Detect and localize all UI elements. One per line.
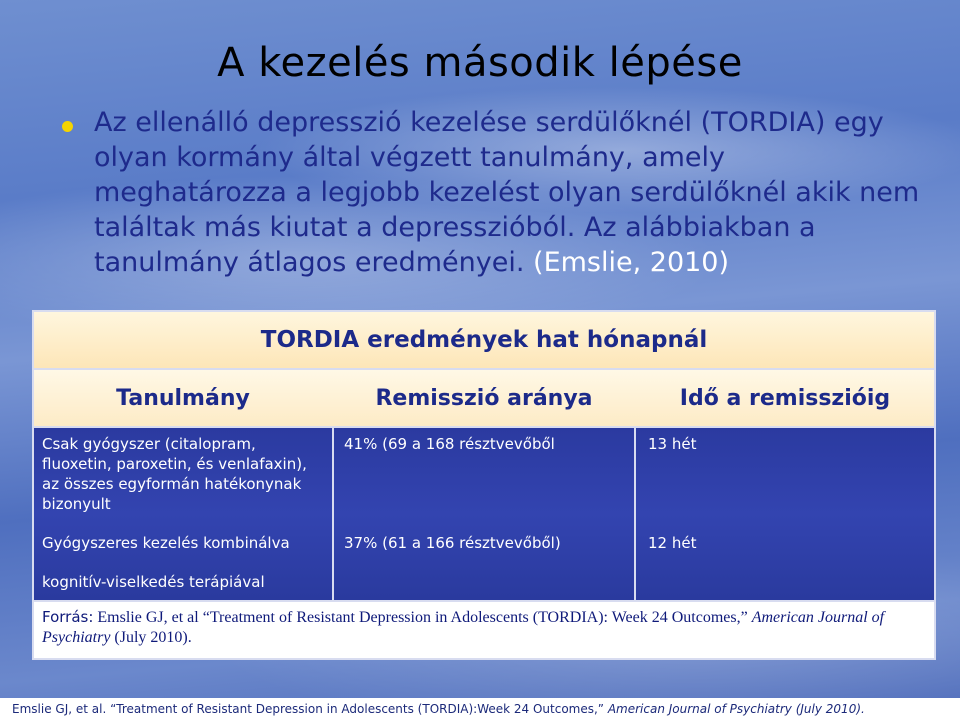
- footer-text: Emslie GJ, et al. “Treatment of Resistant Depression in Adolescents (TORDIA):Week 24 Outcomes,”: [12, 702, 605, 716]
- row-2-study-line-2: kognitív-viselkedés terápiával: [42, 573, 265, 591]
- bullet-citation: (Emslie, 2010): [533, 247, 730, 278]
- slide-title: A kezelés második lépése: [217, 40, 743, 86]
- row-1-time: 13 hét: [648, 435, 697, 453]
- column-header-remission: Remisszió aránya: [375, 385, 593, 411]
- source-text: Emslie GJ, et al “Treatment of Resistant Depression in Adolescents (TORDIA): Week 24 Outcomes,”: [97, 609, 748, 626]
- results-table: [32, 310, 936, 660]
- table-source: [34, 600, 934, 658]
- row-1-remission: 41% (69 a 168 résztvevőből: [344, 435, 555, 453]
- bullet-dot-icon: [62, 121, 73, 132]
- table-title: TORDIA eredmények hat hónapnál: [34, 312, 934, 370]
- source-label: Forrás:: [42, 608, 94, 626]
- row-2-time: 12 hét: [648, 534, 697, 552]
- bullet-body: Az ellenálló depresszió kezelése serdülőknél (TORDIA) egy olyan kormány által végzett tanulmány, amely meghatározza a legjobb kezelést olyan serdülőknél akik nem találtak más kiutat a depresszióból. Az alábbiakban a tanulmány átlagos eredményei.: [94, 107, 920, 278]
- column-divider: [332, 428, 334, 600]
- footer-journal: American Journal of Psychiatry (July 2010).: [607, 702, 865, 716]
- column-divider: [634, 428, 636, 600]
- table-body: [34, 428, 934, 600]
- column-header-study: Tanulmány: [116, 385, 250, 411]
- row-2-study-line-1: Gyógyszeres kezelés kombinálva: [42, 534, 290, 552]
- row-1-study: Csak gyógyszer (citalopram, fluoxetin, paroxetin, és venlafaxin), az összes egyformán hatékonynak bizonyult: [42, 435, 307, 513]
- table-column-headers: [34, 370, 934, 428]
- source-journal: American Journal of Psychiatry: [42, 609, 885, 646]
- column-header-time: Idő a remisszióig: [679, 385, 891, 411]
- bullet-text: [94, 105, 922, 280]
- footer-citation: [0, 698, 960, 720]
- bullet-point: [62, 105, 922, 280]
- row-2-remission: 37% (61 a 166 résztvevőből): [344, 534, 561, 552]
- source-date: (July 2010).: [114, 629, 192, 646]
